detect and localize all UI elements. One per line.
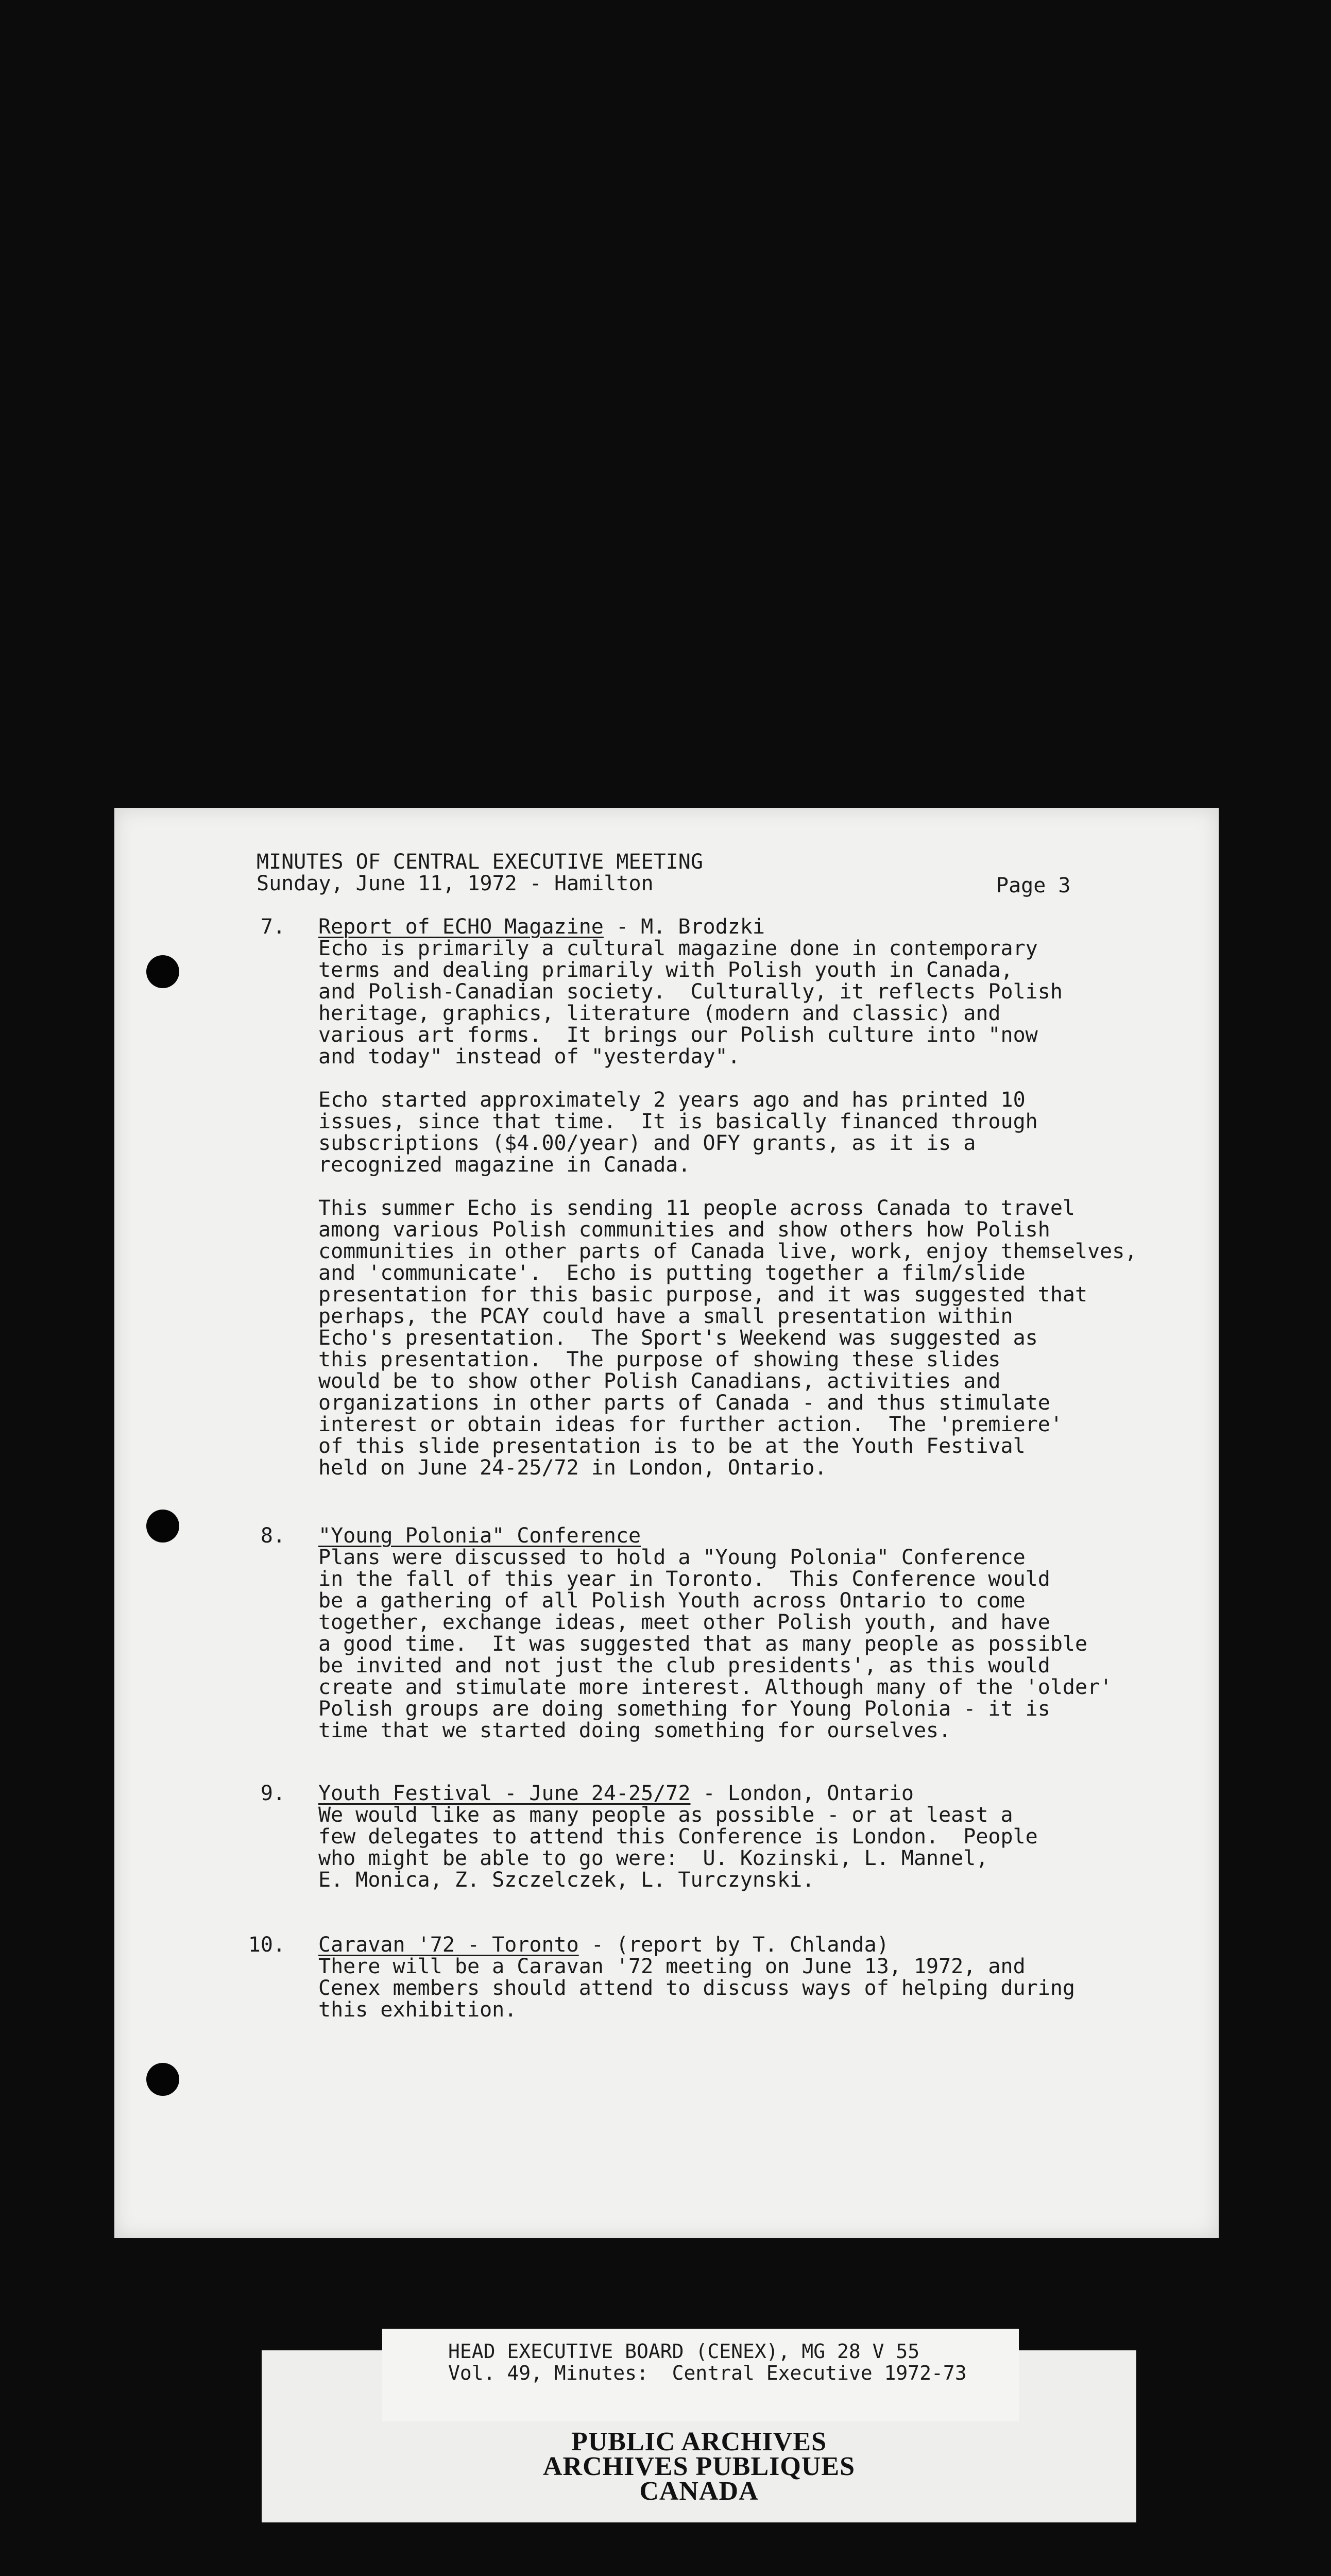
minutes-item-8 [260,1524,1215,1742]
item-number: 7. [260,915,285,939]
item-paragraph: Plans were discussed to hold a "Young Polonia" Conference in the fall of this year in Toronto. This Conference would be a gathering of all Polish Youth across Ontario to come together, exchange ideas, meet other Polish youth, and have a good time. It was suggested that as many people as possible be invited and not just the club presidents', as this would create and stimulate more interest. Although many of the 'older' Polish groups are doing something for Young Polonia - it is time that we started doing something for ourselves. [318,1546,1113,1742]
minutes-item-9 [260,1782,1215,1892]
item-heading-location: - London, Ontario [690,1782,914,1805]
item-paragraph: There will be a Caravan '72 meeting on June 13, 1972, and Cenex members should attend to discuss ways of helping during this exhibition. [318,1955,1076,2022]
item-heading-title: Report of ECHO Magazine [318,915,604,939]
document-title: MINUTES OF CENTRAL EXECUTIVE MEETING [257,850,703,874]
item-heading-title: Youth Festival - June 24-25/72 [318,1782,691,1805]
minutes-item-10 [248,1933,1215,2022]
item-heading [318,1525,1215,1547]
punch-hole-bottom [146,2063,179,2096]
archive-reference-line-2: Vol. 49, Minutes: Central Executive 1972-73 [448,2362,967,2384]
item-heading-author: - M. Brodzki [603,915,765,939]
item-paragraph: Echo is primarily a cultural magazine done in contemporary terms and dealing primarily with Polish youth in Canada, and Polish-Canadian society. Culturally, it reflects Polish heritage, graphics, literature (modern and classic) and various art forms. It brings our Polish culture into "now and today" instead of "yesterday". [318,937,1063,1069]
item-paragraph: Echo started approximately 2 years ago and has printed 10 issues, since that time. It is basically financed through subscriptions ($4.00/year) and OFY grants, as it is a recognized magazine in Canada. [318,1088,1038,1177]
item-heading-author: - (report by T. Chlanda) [578,1933,889,1957]
item-paragraph: This summer Echo is sending 11 people across Canada to travel among various Polish communities and show others how Polish communities in other parts of Canada live, work, enjoy themselves, and 'communicate'. Echo is putting together a film/slide presentation for this basic purpose, and it was suggested that perhaps, the PCAY could have a small presentation within Echo's presentation. The Sport's Weekend was suggested as this presentation. The purpose of showing these slides would be to show other Polish Canadians, activities and organizations in other parts of Canada - and thus stimulate interest or obtain ideas for further action. The 'premiere' of this slide presentation is to be at the Youth Festival held on June 24-25/72 in London, Ontario. [318,1196,1137,1480]
item-number: 8. [260,1524,285,1548]
archive-reference-line-1: HEAD EXECUTIVE BOARD (CENEX), MG 28 V 55 [448,2340,920,2363]
archive-stamp-line-1: PUBLIC ARCHIVES [571,2427,827,2456]
document-page [114,808,1219,2238]
archive-stamp-line-3: CANADA [639,2477,759,2506]
minutes-item-7 [260,915,1215,1480]
punch-hole-top [146,955,179,988]
meeting-date-location: Sunday, June 11, 1972 - Hamilton [257,872,654,895]
item-number: 9. [260,1782,285,1805]
archive-reference-label [382,2329,1019,2421]
item-paragraph: We would like as many people as possible - or at least a few delegates to attend this Conference is London. People who might be able to go were: U. Kozinski, L. Mannel, E. Monica, Z. Szczelczek, L. Turczynski. [318,1803,1038,1892]
punch-hole-middle [146,1510,179,1543]
item-heading-title: Caravan '72 - Toronto [318,1933,579,1957]
archive-stamp-line-2: ARCHIVES PUBLIQUES [542,2452,856,2481]
item-heading-title: "Young Polonia" Conference [318,1524,641,1548]
page-number: Page 3 [996,874,1071,897]
item-number: 10. [248,1933,285,1957]
item-heading [318,1783,1215,1804]
item-heading [318,916,1215,938]
item-heading [318,1934,1215,1956]
